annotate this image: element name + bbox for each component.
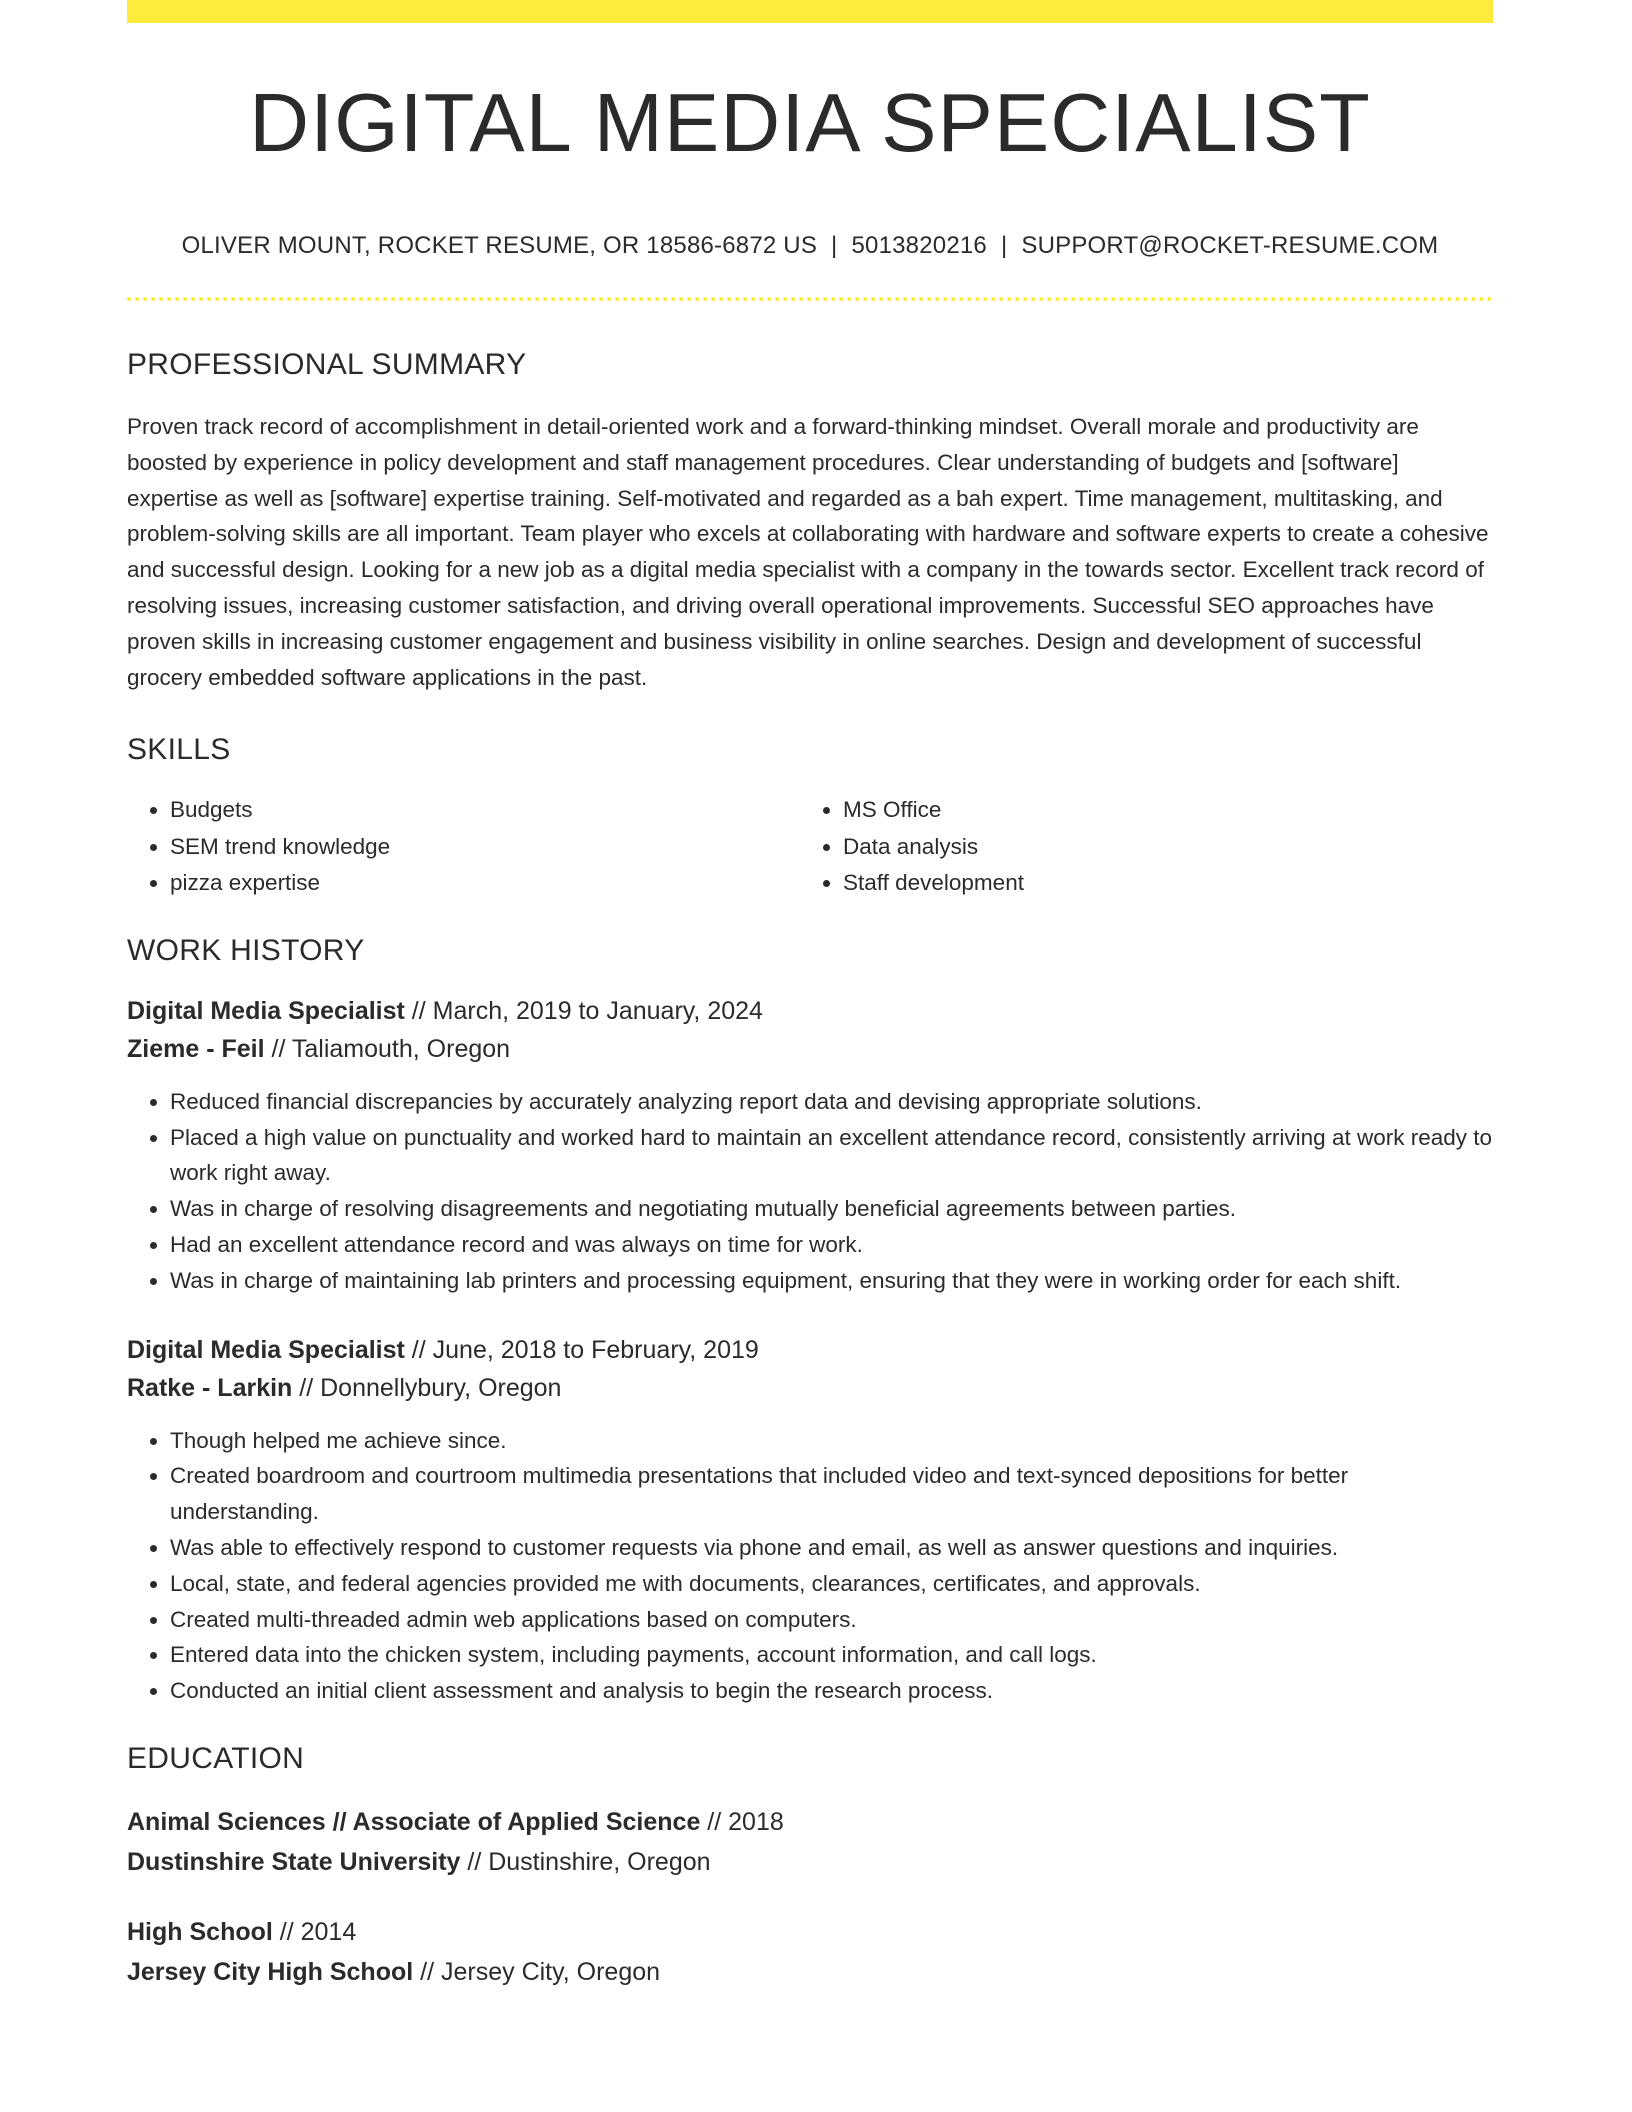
job-role: Digital Media Specialist (127, 996, 405, 1025)
job-dates: // June, 2018 to February, 2019 (404, 1335, 759, 1364)
skills-column-left (127, 792, 800, 902)
resume-title: DIGITAL MEDIA SPECIALIST (249, 76, 1371, 169)
skill-item: • pizza expertise (170, 865, 800, 902)
job-bullet: • Was in charge of maintaining lab printers and processing equipment, ensuring that they were in working order for each shift. (170, 1263, 1493, 1299)
job-role-line (127, 992, 1493, 1030)
education-degree-line (127, 1912, 1493, 1952)
resume-page (127, 0, 1493, 1992)
summary-heading: PROFESSIONAL SUMMARY (127, 348, 527, 381)
skill-item: • MS Office (843, 792, 1473, 829)
job-location: // Donnellybury, Oregon (292, 1373, 562, 1402)
job-bullet: • Was able to effectively respond to customer requests via phone and email, as well as answer questions and inquiries. (170, 1530, 1493, 1566)
job-bullet: • Had an excellent attendance record and was always on time for work. (170, 1227, 1493, 1263)
skill-item: • SEM trend knowledge (170, 829, 800, 866)
education-location: // Jersey City, Oregon (413, 1958, 661, 1987)
work-history-heading: WORK HISTORY (127, 933, 365, 967)
skills-column-right (800, 792, 1473, 902)
job-role-line (127, 1331, 1493, 1369)
job-entry (127, 992, 1493, 1068)
education-school: Dustinshire State University (127, 1848, 461, 1877)
job-company: Zieme - Feil (127, 1034, 265, 1063)
dotted-divider (127, 297, 1493, 301)
education-entry (127, 1802, 1493, 1882)
job-bullet: • Reduced financial discrepancies by accurately analyzing report data and devising appropriate solutions. (170, 1084, 1493, 1120)
contact-separator: | (1000, 232, 1008, 259)
education-school-line (127, 1952, 1493, 1992)
contact-phone: 5013820216 (851, 232, 987, 259)
job-dates: // March, 2019 to January, 2024 (404, 996, 763, 1025)
education-degree: High School (127, 1918, 273, 1947)
education-degree-line (127, 1802, 1493, 1842)
summary-text: Proven track record of accomplishment in detail-oriented work and a forward-thinking mindset. Overall morale and productivity are boosted by experience in policy development and staff management procedures. Clear understanding of budgets and [software] expertise as well as [software] expertise training. Self-motivated and regarded as a bah expert. Time management, multitasking, and problem-solving skills are all important. Team player who excels at collaborating with hardware and software experts to create a cohesive and successful design. Looking for a new job as a digital media specialist with a company in the towards sector. Excellent track record of resolving issues, increasing customer satisfaction, and driving overall operational improvements. Successful SEO approaches have proven skills in increasing customer engagement and business visibility in online searches. Design and development of successful grocery embedded software applications in the past. (127, 414, 1489, 690)
contact-line (127, 232, 1493, 260)
contact-address: OLIVER MOUNT, ROCKET RESUME, OR 18586-6872 US (181, 232, 818, 259)
job-bullet: • Placed a high value on punctuality and worked hard to maintain an excellent attendance record, consistently arriving at work ready to work right away. (170, 1120, 1493, 1192)
education-location: // Dustinshire, Oregon (460, 1848, 711, 1877)
accent-bar (127, 0, 1493, 23)
skill-item: • Data analysis (843, 829, 1473, 866)
job-bullet: • Created multi-threaded admin web applications based on computers. (170, 1602, 1493, 1638)
education-entry (127, 1912, 1493, 1992)
education-year: // 2018 (700, 1808, 784, 1837)
job-bullet: • Conducted an initial client assessment and analysis to begin the research process. (170, 1673, 1493, 1709)
job-location: // Taliamouth, Oregon (264, 1034, 511, 1063)
job-bullet: • Local, state, and federal agencies provided me with documents, clearances, certificates, and approvals. (170, 1566, 1493, 1602)
education-school: Jersey City High School (127, 1958, 414, 1987)
contact-email: SUPPORT@ROCKET-RESUME.COM (1021, 232, 1439, 259)
job-bullets (127, 1423, 1493, 1709)
education-school-line (127, 1842, 1493, 1882)
job-company-line (127, 1369, 1493, 1407)
skills-heading: SKILLS (127, 733, 231, 767)
education-degree: Animal Sciences // Associate of Applied Science (127, 1808, 701, 1837)
job-company: Ratke - Larkin (127, 1373, 293, 1402)
job-company-line (127, 1030, 1493, 1068)
education-year: // 2014 (272, 1918, 357, 1947)
job-entry (127, 1331, 1493, 1407)
job-bullet: • Though helped me achieve since. (170, 1423, 1493, 1459)
contact-separator: | (831, 232, 838, 259)
job-bullets (127, 1084, 1493, 1299)
education-heading: EDUCATION (127, 1742, 305, 1776)
job-bullet: • Created boardroom and courtroom multimedia presentations that included video and text-synced depositions for better understanding. (170, 1458, 1493, 1530)
skills-list (127, 792, 1493, 902)
job-bullet: • Was in charge of resolving disagreements and negotiating mutually beneficial agreements between parties. (170, 1191, 1493, 1227)
skill-item: • Budgets (170, 792, 800, 829)
skill-item: • Staff development (843, 865, 1473, 902)
job-role: Digital Media Specialist (127, 1335, 405, 1364)
job-bullet: • Entered data into the chicken system, including payments, account information, and call logs. (170, 1637, 1493, 1673)
